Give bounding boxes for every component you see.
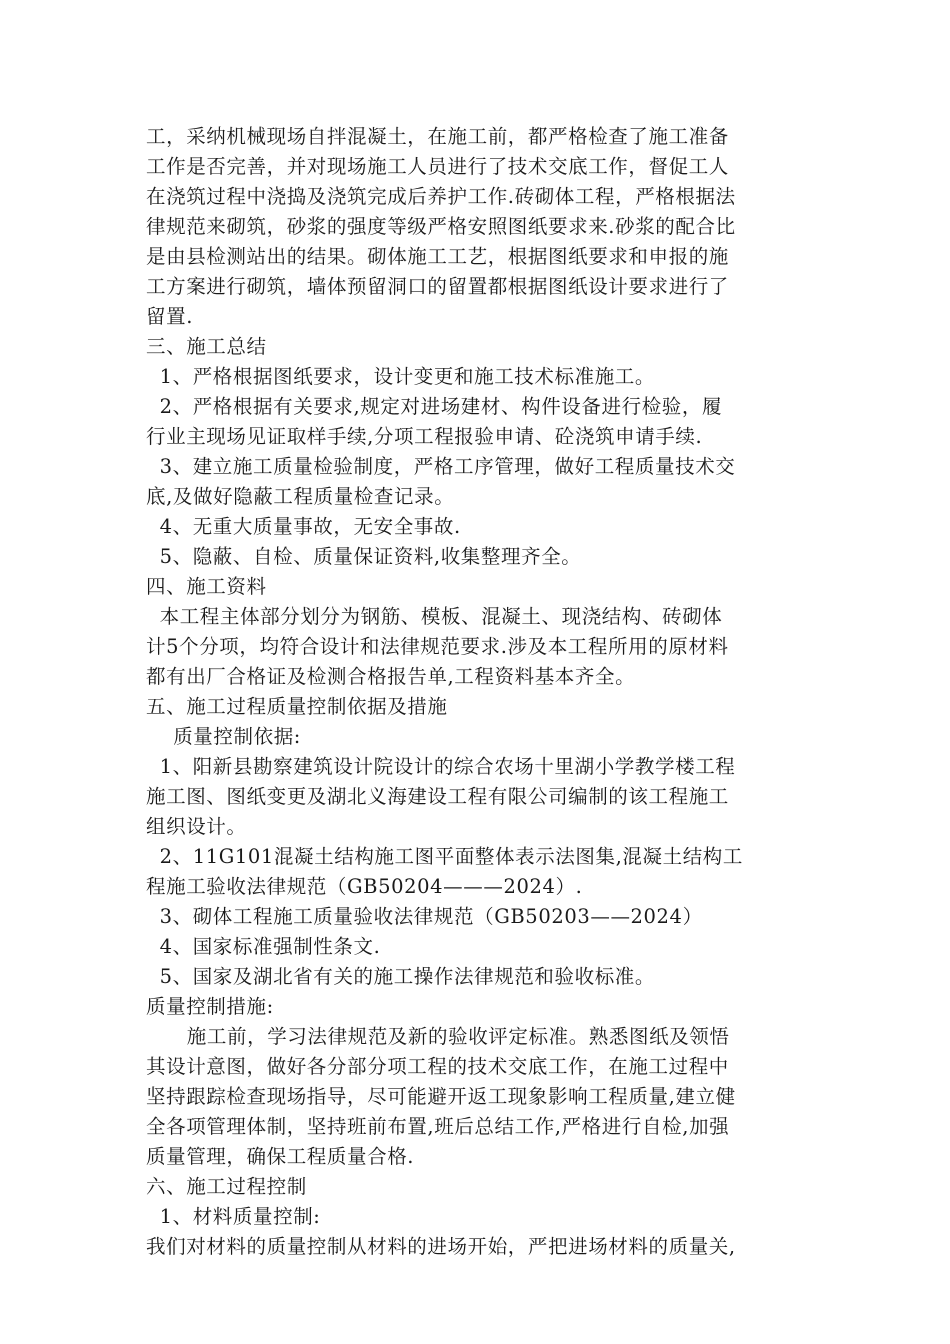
text-line: 计5个分项，均符合设计和法律规范要求.涉及本工程所用的原材料: [146, 635, 729, 658]
text-line: 其设计意图，做好各分部分项工程的技术交底工作，在施工过程中: [146, 1055, 729, 1078]
text-line: 是由县检测站出的结果。砌体施工工艺，根据图纸要求和申报的施: [146, 245, 729, 268]
text-line: 质量管理，确保工程质量合格.: [146, 1145, 415, 1168]
list-item: 4、无重大质量事故，无安全事故.: [146, 515, 461, 538]
list-item: 1、严格根据图纸要求，设计变更和施工技术标准施工。: [146, 365, 656, 388]
text-line: 我们对材料的质量控制从材料的进场开始，严把进场材料的质量关,: [146, 1235, 736, 1258]
text-line: 在浇筑过程中浇捣及浇筑完成后养护工作.砖砌体工程，严格根据法: [146, 185, 736, 208]
list-item: 2、严格根据有关要求,规定对进场建材、构件设备进行检验，履: [146, 395, 723, 418]
text-line: 留置.: [146, 305, 193, 328]
text-line: 程施工验收法律规范（GB50204———2024）.: [146, 875, 583, 898]
section-heading: 三、施工总结: [146, 335, 267, 358]
list-item: 2、11G101混凝土结构施工图平面整体表示法图集,混凝土结构工: [146, 845, 744, 868]
text-line: 施工前，学习法律规范及新的验收评定标准。熟悉图纸及领悟: [146, 1025, 730, 1048]
text-line: 施工图、图纸变更及湖北义海建设工程有限公司编制的该工程施工: [146, 785, 729, 808]
text-line: 行业主现场见证取样手续,分项工程报验申请、砼浇筑申请手续.: [146, 425, 703, 448]
text-line: 本工程主体部分划分为钢筋、模板、混凝土、现浇结构、砖砌体: [146, 605, 723, 628]
section-heading: 六、施工过程控制: [146, 1175, 307, 1198]
text-line: 组织设计。: [146, 815, 247, 838]
text-line: 工，采纳机械现场自拌混凝土，在施工前，都严格检查了施工准备: [146, 125, 729, 148]
list-item: 5、隐蔽、自检、质量保证资料,收集整理齐全。: [146, 545, 582, 568]
text-line: 律规范来砌筑，砂浆的强度等级严格安照图纸要求来.砂浆的配合比: [146, 215, 736, 238]
list-item: 1、材料质量控制:: [146, 1205, 321, 1228]
section-heading: 五、施工过程质量控制依据及措施: [146, 695, 448, 718]
list-item: 3、建立施工质量检验制度，严格工序管理，做好工程质量技术交: [146, 455, 736, 478]
list-item: 4、国家标准强制性条文.: [146, 935, 381, 958]
list-item: 5、国家及湖北省有关的施工操作法律规范和验收标准。: [146, 965, 656, 988]
text-line: 全各项管理体制，坚持班前布置,班后总结工作,严格进行自检,加强: [146, 1115, 730, 1138]
text-line: 坚持跟踪检查现场指导，尽可能避开返工现象影响工程质量,建立健: [146, 1085, 736, 1108]
text-line: 都有出厂合格证及检测合格报告单,工程资料基本齐全。: [146, 665, 636, 688]
list-item: 1、阳新县勘察建筑设计院设计的综合农场十里湖小学教学楼工程: [146, 755, 736, 778]
text-line: 工作是否完善，并对现场施工人员进行了技术交底工作，督促工人: [146, 155, 729, 178]
subheading: 质量控制依据:: [146, 725, 301, 748]
subheading: 质量控制措施:: [146, 995, 274, 1018]
list-item: 3、砌体工程施工质量验收法律规范（GB50203——2024）: [146, 905, 703, 928]
text-line: 底,及做好隐蔽工程质量检查记录。: [146, 485, 455, 508]
text-line: 工方案进行砌筑，墙体预留洞口的留置都根据图纸设计要求进行了: [146, 275, 729, 298]
section-heading: 四、施工资料: [146, 575, 267, 598]
